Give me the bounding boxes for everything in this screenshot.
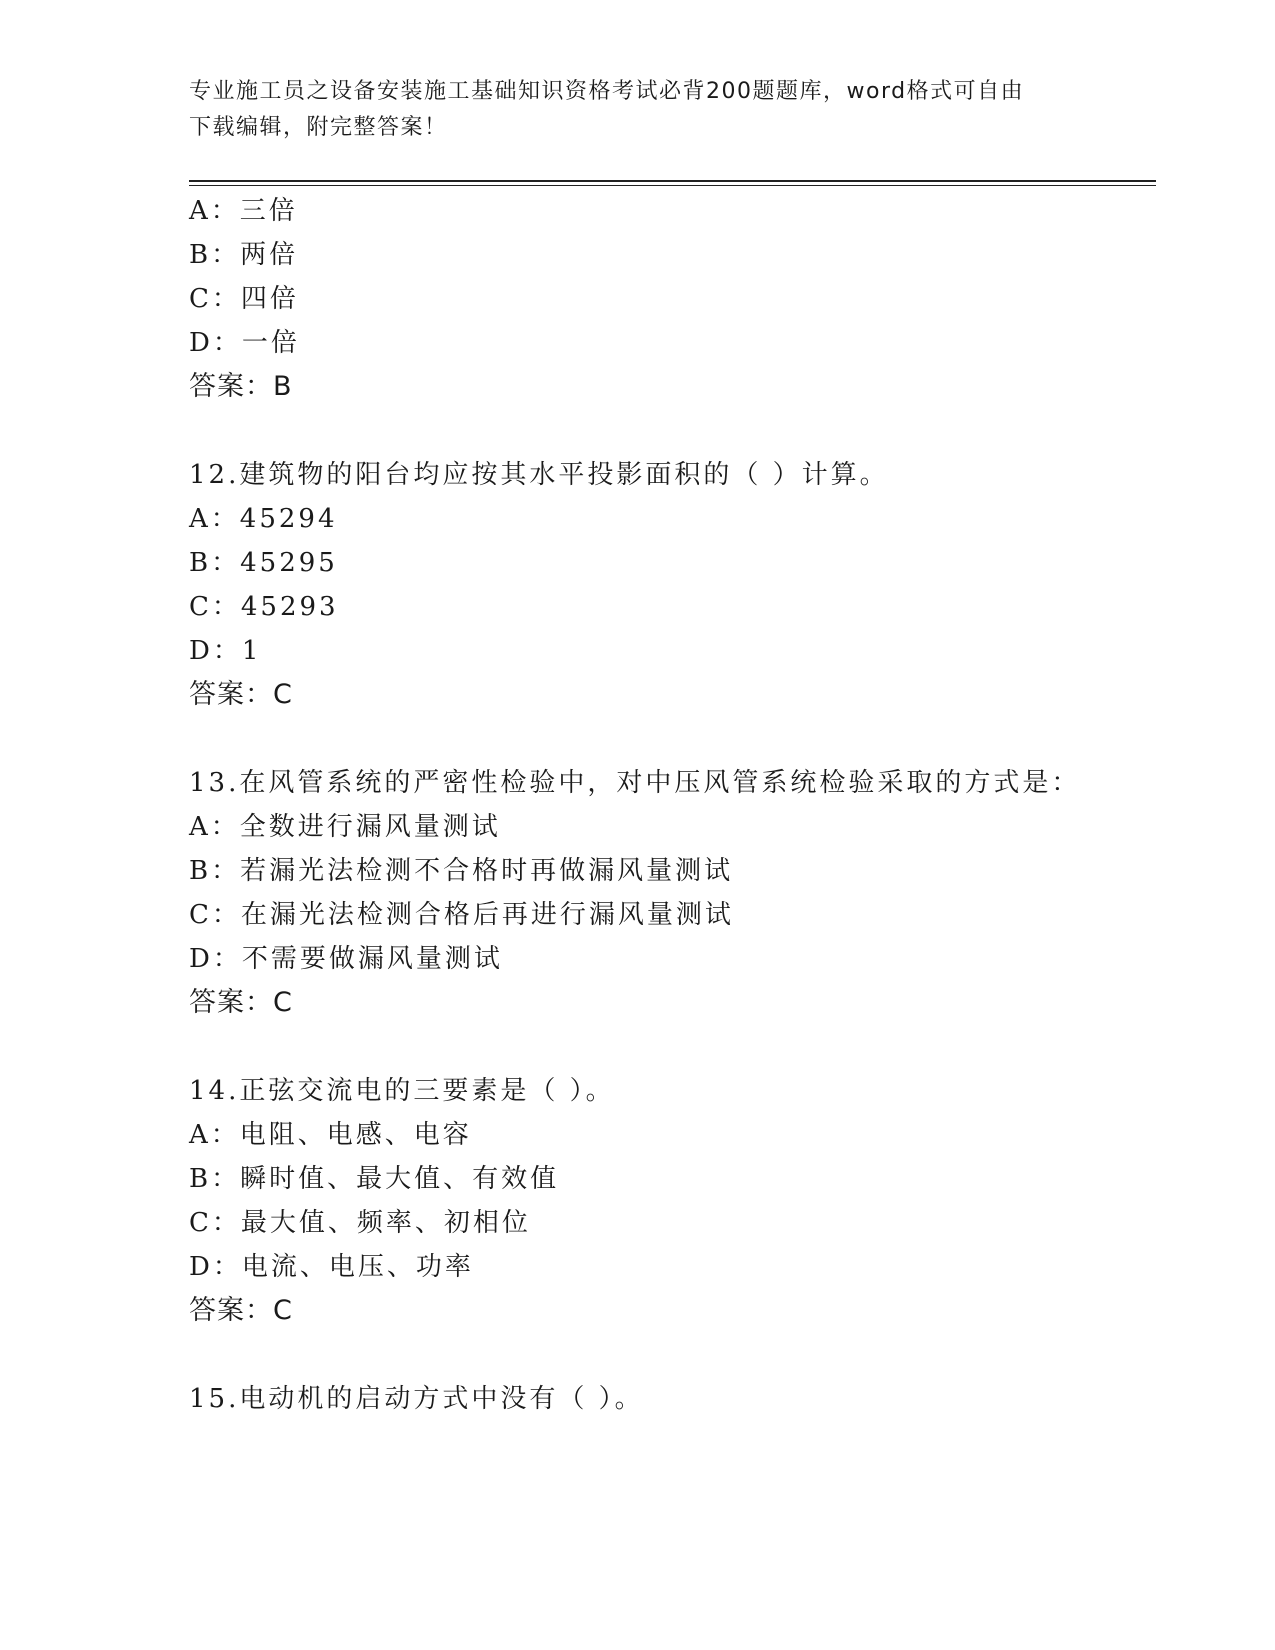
option-d: D：电流、电压、功率: [189, 1252, 474, 1282]
question-15: 15.电动机的启动方式中没有（ ）。: [189, 1384, 644, 1414]
option-c: C：四倍: [189, 284, 299, 314]
option-d: D：不需要做漏风量测试: [189, 944, 503, 974]
option-d: D：一倍: [189, 328, 300, 358]
option-a: A：三倍: [189, 196, 298, 226]
option-c: C：最大值、频率、初相位: [189, 1208, 531, 1238]
option-a: A：全数进行漏风量测试: [189, 812, 501, 842]
answer: 答案：C: [189, 987, 293, 1018]
option-a: A：电阻、电感、电容: [189, 1120, 472, 1150]
option-b: B：45295: [189, 548, 338, 578]
option-d: D：1: [189, 636, 262, 666]
question-14: 14.正弦交流电的三要素是（ ）。: [189, 1076, 615, 1106]
option-a: A：45294: [189, 504, 338, 534]
option-b: B：瞬时值、最大值、有效值: [189, 1164, 560, 1194]
question-12: 12.建筑物的阳台均应按其水平投影面积的（ ）计算。: [189, 460, 889, 490]
option-b: B：若漏光法检测不合格时再做漏风量测试: [189, 856, 734, 886]
option-c: C：45293: [189, 592, 339, 622]
header-divider-thin: [189, 185, 1156, 186]
header-divider-thick: [189, 180, 1156, 182]
answer: 答案：C: [189, 1295, 293, 1326]
document-header: [189, 74, 1069, 146]
option-b: B：两倍: [189, 240, 299, 270]
question-13: 13.在风管系统的严密性检验中，对中压风管系统检验采取的方式是：: [189, 768, 1081, 798]
header-title-line-2: 下载编辑，附完整答案！: [189, 115, 448, 140]
header-title-line-1: 专业施工员之设备安装施工基础知识资格考试必背200题题库，word格式可自由: [189, 79, 1025, 104]
answer: 答案：C: [189, 679, 293, 710]
answer: 答案：B: [189, 371, 293, 402]
option-c: C：在漏光法检测合格后再进行漏风量测试: [189, 900, 734, 930]
